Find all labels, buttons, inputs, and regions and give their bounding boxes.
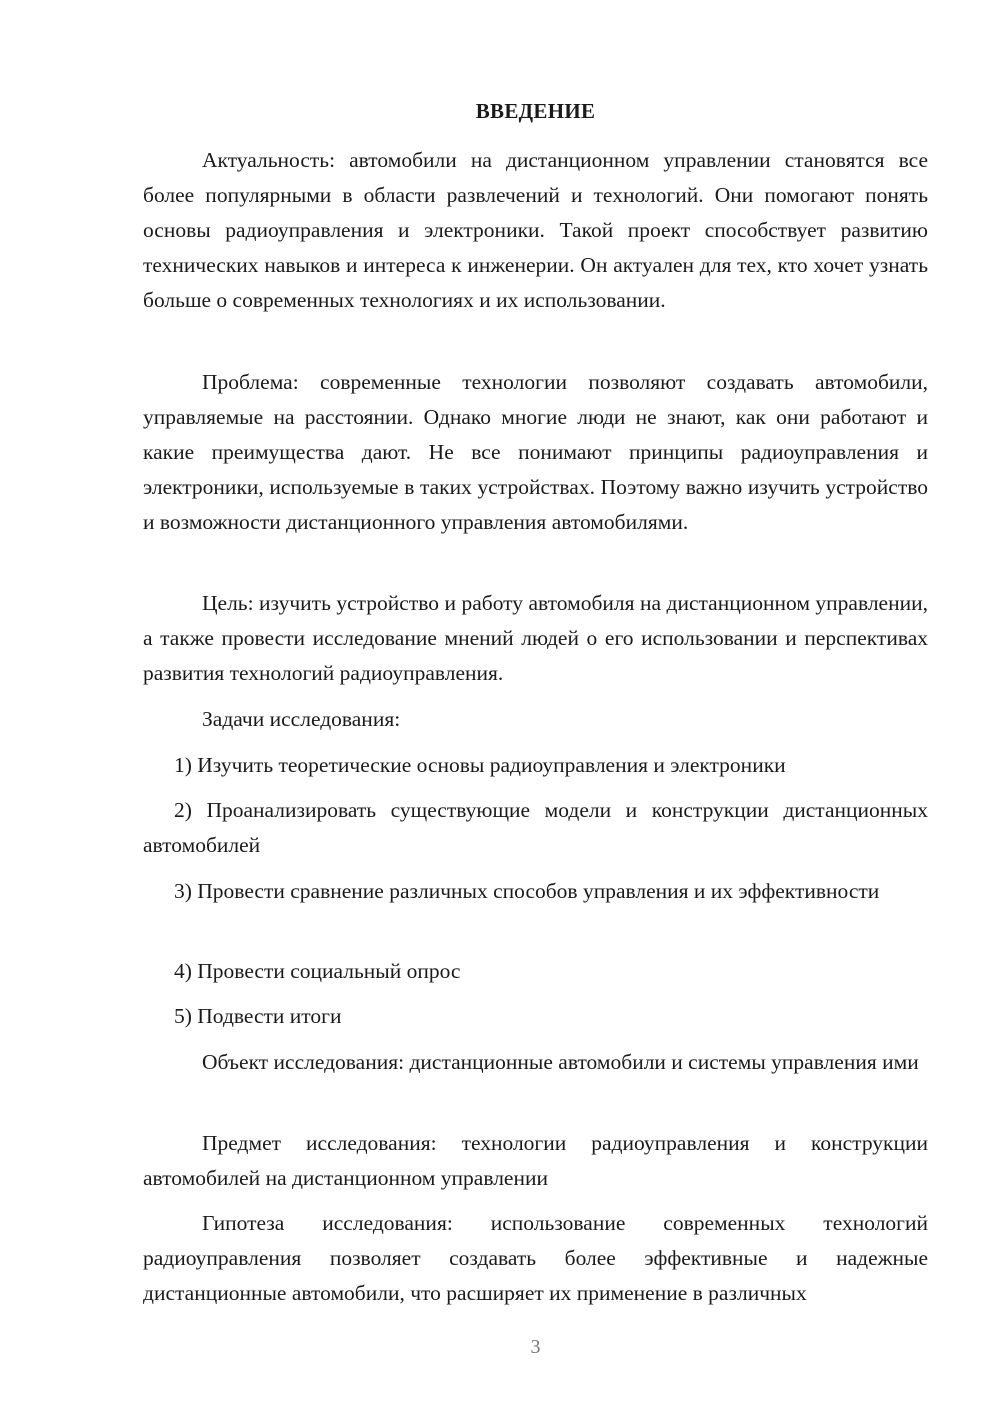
paragraph-problem: Проблема: современные технологии позволяют создавать автомобили, управляемые на расстоянии. Однако многие люди не знают, как они работают и какие преимущества дают. Не все понимают принципы радиоуправления и электроники, используемые в таких устройствах. Поэтому важно изучить устройство и возможности дистанционного управления автомобилями. <box>143 370 928 534</box>
paragraph-hypothesis: Гипотеза исследования: использование современных технологий радиоуправления позволяет создавать более эффективные и надежные дистанционные автомобили, что расширяет их применение в различных <box>143 1211 928 1305</box>
section-heading: ВВЕДЕНИЕ <box>475 99 596 123</box>
paragraph-goal: Цель: изучить устройство и работу автомобиля на дистанционном управлении, а также провести исследование мнений людей о его использовании и перспективах развития технологий радиоуправления. <box>143 591 928 685</box>
paragraph-relevance: Актуальность: автомобили на дистанционном управлении становятся все более популярными в области развлечений и технологий. Они помогают понять основы радиоуправления и электроники. Такой проект способствует развитию технических навыков и интереса к инженерии. Он актуален для тех, кто хочет узнать больше о современных технологиях и их использовании. <box>143 148 928 312</box>
paragraph-tasks-heading: Задачи исследования: <box>202 707 401 731</box>
page-number: 3 <box>530 1336 541 1358</box>
task-item: 2) Проанализировать существующие модели и конструкции дистанционных автомобилей <box>143 798 928 857</box>
task-item: 5) Подвести итоги <box>174 1004 342 1028</box>
task-item: 4) Провести социальный опрос <box>174 959 461 983</box>
paragraph-object: Объект исследования: дистанционные автомобили и системы управления ими <box>202 1050 919 1074</box>
task-item: 1) Изучить теоретические основы радиоуправления и электроники <box>174 753 786 777</box>
task-item: 3) Провести сравнение различных способов управления и их эффективности <box>174 879 880 903</box>
paragraph-subject: Предмет исследования: технологии радиоуправления и конструкции автомобилей на дистанционном управлении <box>143 1131 928 1190</box>
